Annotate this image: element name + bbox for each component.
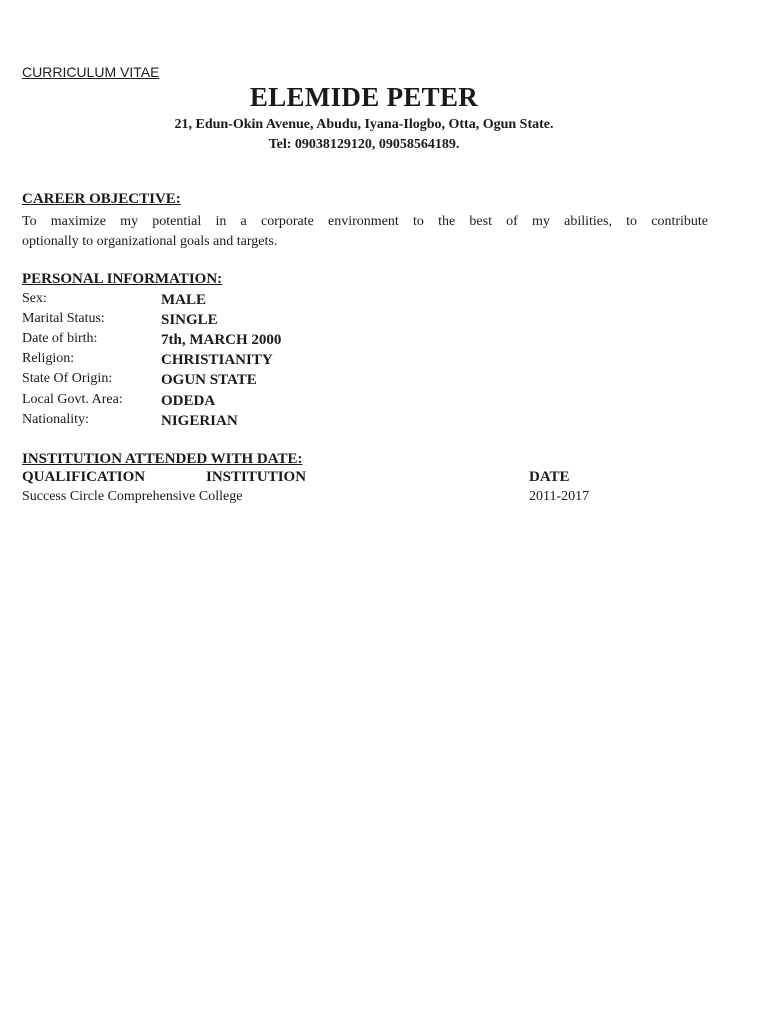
personal-info-label: Date of birth: [22,331,98,346]
personal-info-row-religion [22,351,422,371]
institution-date: 2011-2017 [529,489,590,504]
personal-info-value: CHRISTIANITY [161,352,273,368]
personal-information-heading: PERSONAL INFORMATION: [22,271,223,287]
personal-info-row-local-govt-area [22,392,422,412]
personal-info-row-state-of-origin [22,371,422,391]
personal-info-value: NIGERIAN [161,413,238,429]
personal-info-label: Marital Status: [22,311,105,326]
career-objective-heading: CAREER OBJECTIVE: [22,191,181,207]
document-label: CURRICULUM VITAE [22,64,160,80]
personal-info-label: Nationality: [22,412,89,427]
applicant-name: ELEMIDE PETER [249,82,479,112]
column-header-date: DATE [529,469,570,485]
column-header-qualification: QUALIFICATION [22,469,146,485]
personal-info-label: State Of Origin: [22,371,113,386]
personal-info-label: Sex: [22,291,47,306]
personal-info-label: Religion: [22,351,75,366]
personal-info-label: Local Govt. Area: [22,392,123,407]
personal-info-value: ODEDA [161,393,216,409]
personal-info-row-sex [22,291,422,311]
career-objective-text [22,212,708,252]
personal-info-value: 7th, MARCH 2000 [161,332,282,348]
personal-info-value: OGUN STATE [161,372,257,388]
personal-info-row-date-of-birth [22,331,422,351]
applicant-telephone: Tel: 09038129120, 09058564189. [268,137,460,152]
personal-info-row-marital-status [22,311,422,331]
personal-info-value: MALE [161,292,206,308]
institution-name: Success Circle Comprehensive College [22,489,243,504]
personal-info-value: SINGLE [161,312,218,328]
institution-heading: INSTITUTION ATTENDED WITH DATE: [22,451,303,467]
career-objective-line-2: optionally to organizational goals and targets. [22,234,278,249]
applicant-address: 21, Edun-Okin Avenue, Abudu, Iyana-Ilogbo, Otta, Ogun State. [174,117,554,132]
column-header-institution: INSTITUTION [206,469,307,485]
personal-info-row-nationality [22,412,422,432]
career-objective-line-1: To maximize my potential in a corporate environment to the best of my abilities, to contribute [22,214,708,229]
